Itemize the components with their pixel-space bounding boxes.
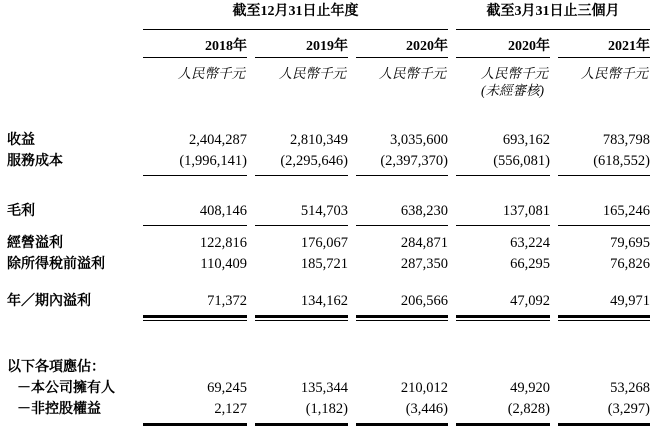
column-group-annual: 截至12月31日止年度 <box>143 0 448 30</box>
cell-value: 176,067 <box>300 235 348 251</box>
cell-value: 79,695 <box>610 235 650 251</box>
cell-value: 2,404,287 <box>189 132 247 148</box>
cell-value: (3,446) <box>405 401 448 417</box>
cell-value: 514,703 <box>300 203 348 219</box>
row-label-owners-of-company: －本公司擁有人 <box>17 381 115 396</box>
cell-value: (2,295,646) <box>280 153 348 169</box>
cell-value: 137,081 <box>502 203 550 219</box>
row-label-profit-before-tax: 除所得稅前溢利 <box>7 257 105 272</box>
spacer <box>0 177 650 201</box>
row-label-profit-for-period: 年／期內溢利 <box>7 294 91 309</box>
note-row-spacer <box>0 84 143 102</box>
cell-value: 122,816 <box>199 235 247 251</box>
unaudited-note: (未經審核) <box>481 83 544 98</box>
total-rule <box>558 423 650 428</box>
year-row-spacer <box>0 30 143 58</box>
cell-value: 206,566 <box>400 293 448 309</box>
row-label-gross-profit: 毛利 <box>7 204 35 219</box>
cell-value: 135,344 <box>300 380 348 396</box>
cell-value: 2,127 <box>214 401 247 417</box>
cell-value: 408,146 <box>199 203 247 219</box>
unit-label: 人民幣千元 <box>278 66 346 81</box>
cell-value: (3,297) <box>607 401 650 417</box>
cell-value: 49,971 <box>610 293 650 309</box>
cell-value: 49,920 <box>510 380 550 396</box>
unit-row-spacer <box>0 58 143 84</box>
spacer <box>0 275 650 291</box>
cell-value: 47,092 <box>510 293 550 309</box>
cell-value: 110,409 <box>200 256 247 272</box>
total-rule <box>356 423 448 428</box>
row-label-non-controlling-interests: －非控股權益 <box>17 402 101 417</box>
total-rule <box>456 423 550 428</box>
unit-label: 人民幣千元 <box>480 66 548 81</box>
unit-label: 人民幣千元 <box>177 66 245 81</box>
row-label-operating-profit: 經營溢利 <box>7 236 63 251</box>
cell-value: 71,372 <box>207 293 247 309</box>
row-label-attributable-to: 以下各項應佔： <box>7 360 105 375</box>
year-header-2020: 2020年 <box>356 30 448 58</box>
year-header-2020q: 2020年 <box>456 30 550 58</box>
spacer <box>0 102 650 130</box>
cell-value: (556,081) <box>493 153 550 169</box>
cell-value: 134,162 <box>300 293 348 309</box>
cell-value: (1,996,141) <box>179 153 247 169</box>
cell-value: 2,810,349 <box>290 132 348 148</box>
cell-value: 185,721 <box>300 256 348 272</box>
cell-value: 69,245 <box>207 380 247 396</box>
row-label-revenue: 收益 <box>7 133 35 148</box>
unit-label: 人民幣千元 <box>378 66 446 81</box>
cell-value: 165,246 <box>602 203 650 219</box>
cell-value: 693,162 <box>502 132 550 148</box>
year-header-2019: 2019年 <box>255 30 348 58</box>
year-header-2018: 2018年 <box>143 30 247 58</box>
cell-value: 287,350 <box>400 256 448 272</box>
cell-value: 210,012 <box>400 380 448 396</box>
total-rule <box>143 423 247 428</box>
cell-value: (2,828) <box>507 401 550 417</box>
spacer <box>0 321 650 357</box>
cell-value: 63,224 <box>510 235 550 251</box>
cell-value: 284,871 <box>400 235 448 251</box>
cell-value: 76,826 <box>610 256 650 272</box>
total-rule <box>255 423 348 428</box>
cell-value: 66,295 <box>510 256 550 272</box>
cell-value: (2,397,370) <box>380 153 448 169</box>
cell-value: 3,035,600 <box>390 132 448 148</box>
cell-value: (1,182) <box>305 401 348 417</box>
year-header-2021q: 2021年 <box>558 30 650 58</box>
row-label-cost-of-services: 服務成本 <box>7 154 63 169</box>
cell-value: 638,230 <box>400 203 448 219</box>
corner-spacer <box>0 0 143 30</box>
cell-value: 53,268 <box>610 380 650 396</box>
cell-value: (618,552) <box>593 153 650 169</box>
cell-value: 783,798 <box>602 132 650 148</box>
unit-label: 人民幣千元 <box>580 66 648 81</box>
column-group-quarter: 截至3月31日止三個月 <box>456 0 650 30</box>
